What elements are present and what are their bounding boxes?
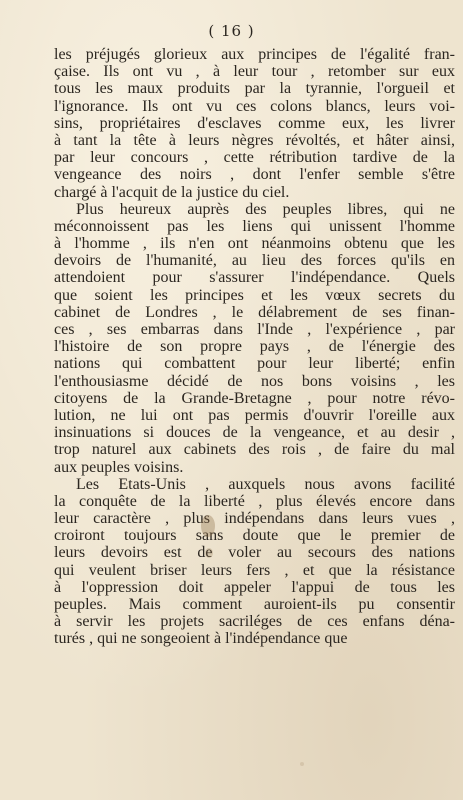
body-text xyxy=(54,46,455,648)
text-line: attendoient pour s'assurer l'indépendance. Quels xyxy=(54,269,455,287)
text-line: chargé à l'acquit de la justice du ciel. xyxy=(54,183,290,201)
text-line: çaise. Ils ont vu , à leur tour , retomber sur eux xyxy=(54,63,455,81)
text-line: l'enthousiasme décidé de nos bons voisins , les xyxy=(54,372,455,390)
text-line: citoyens de la Grande-Bretagne , pour notre révo- xyxy=(54,389,455,407)
text-line: turés , qui ne songeoient à l'indépendance que xyxy=(54,630,348,648)
text-line: insinuations si douces de la vengeance, et au desir , xyxy=(54,424,455,442)
text-line: que soient les principes et les vœux secrets du xyxy=(54,286,455,304)
page-number: ( 16 ) xyxy=(208,22,255,40)
text-line: lution, ne lui ont pas permis d'ouvrir l'oreille aux xyxy=(54,406,455,424)
text-line: à l'oppression doit appeler l'appui de tous les xyxy=(54,578,455,596)
text-line: la conquête de la liberté , plus élevés encore dans xyxy=(54,492,455,510)
text-line: à servir les projets sacriléges de ces enfans déna- xyxy=(54,613,455,631)
text-line: cabinet de Londres , le délabrement de ses finan- xyxy=(54,303,455,321)
text-line: trop naturel aux cabinets des rois , de faire du mal xyxy=(54,441,455,459)
text-line: ces , ses embarras dans l'Inde , l'expérience , par xyxy=(54,321,455,338)
text-line: qui veulent briser leurs fers , et que la résistance xyxy=(54,561,455,579)
text-line: par leur concours , cette rétribution tardive de la xyxy=(54,149,455,167)
text-line: vengeance des noirs , dont l'enfer semble s'être xyxy=(54,166,455,184)
text-line: croiront toujours sans doute que le premier de xyxy=(54,527,455,545)
ink-stain xyxy=(205,548,213,558)
text-line: leurs devoirs est de voler au secours des nations xyxy=(54,544,455,562)
text-line: peuples. Mais comment auroient-ils pu consentir xyxy=(54,596,455,613)
text-line: aux peuples voisins. xyxy=(54,458,184,476)
ink-stain xyxy=(201,515,215,537)
text-line: à tant la tête à leurs nègres révoltés, et hâter ainsi, xyxy=(54,131,455,149)
text-line: l'ignorance. Ils ont vu ces colons blancs, leurs voi- xyxy=(54,97,455,115)
text-line: nations qui combattent pour leur liberté; enfin xyxy=(54,355,455,373)
text-line: Plus heureux auprès des peuples libres, qui ne xyxy=(76,200,455,218)
text-line: leur caractère , plus indépendans dans leurs vues , xyxy=(54,510,455,528)
text-line: devoirs de l'humanité, au lieu des forces qu'ils en xyxy=(54,252,455,270)
text-line: Les Etats-Unis , auxquels nous avons facilité xyxy=(76,475,455,493)
text-line: les préjugés glorieux aux principes de l'égalité fran- xyxy=(54,46,455,63)
text-line: à l'homme , ils n'en ont néanmoins obtenu que les xyxy=(54,235,455,253)
text-line: tous les maux produits par la tyrannie, l'orgueil et xyxy=(54,80,455,98)
text-line: sins, propriétaires d'esclaves comme eux, les livrer xyxy=(54,114,455,132)
text-line: l'histoire de son propre pays , de l'énergie des xyxy=(54,338,455,356)
text-line: méconnoissent pas les liens qui unissent l'homme xyxy=(54,217,455,235)
paper-spot xyxy=(300,762,304,766)
